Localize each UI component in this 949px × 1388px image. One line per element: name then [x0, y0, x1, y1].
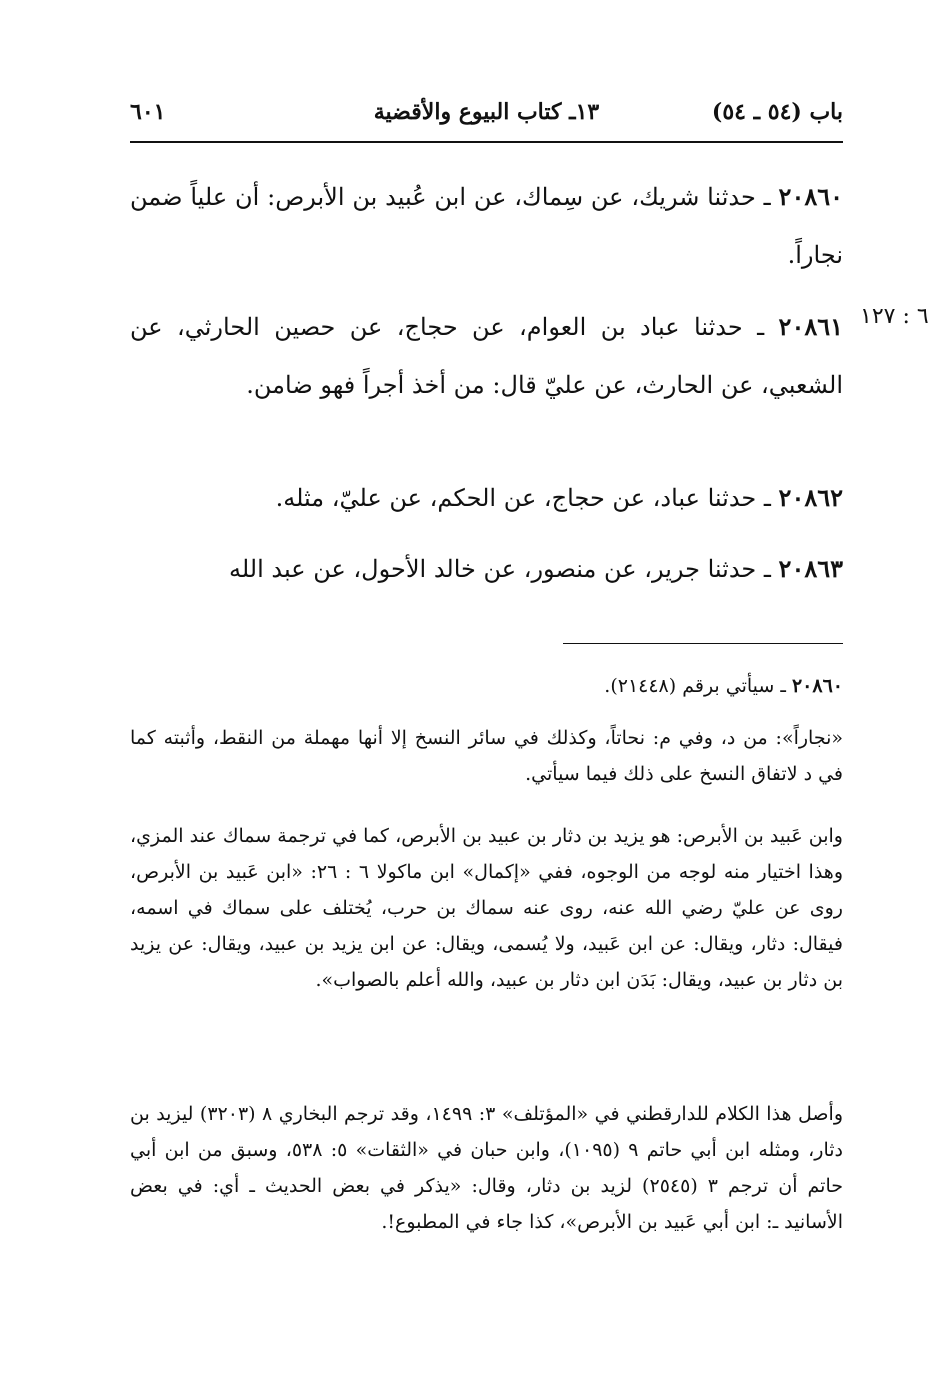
hadith-entry [130, 168, 843, 284]
footnote [130, 818, 843, 998]
hadith-text: ـ حدثنا عباد، عن حجاج، عن الحكم، عن عليّ، مثله. [275, 484, 779, 512]
footnote-text: وأصل هذا الكلام للدارقطني في «المؤتلف» ٣: ١٤٩٩، وقد ترجم البخاري ٨ (٣٢٠٣) ليزيد بن دثار، ومثله ابن أبي حاتم ٩ (١٠٩٥)، وابن حبان في «الثقات» ٥: ٥٣٨، وسبق من ابن أبي حاتم أن ترجم ٣ (٢٥٤٥) لزيد بن دثار، وقال: «يذكر في بعض الحديث ـ أي: في بعض الأسانيد ـ: ابن أبي عَبيد بن الأبرص»، كذا جاء في المطبوع!. [130, 1103, 844, 1233]
footnote-separator [563, 643, 843, 644]
hadith-number: ٢٠٨٦٠ [778, 182, 843, 211]
hadith-text: ـ حدثنا عباد بن العوام، عن حجاج، عن حصين الحارثي، عن الشعبي، عن الحارث، عن عليّ قال: من أخذ أجراً فهو ضامن. [130, 313, 843, 399]
page-number: ٦٠١ [130, 99, 166, 125]
footnote [130, 1096, 843, 1240]
footnote [130, 720, 843, 792]
chapter-heading: باب (٥٤ ـ ٥٤) [711, 99, 843, 125]
footnote [130, 668, 843, 704]
hadith-number: ٢٠٨٦١ [778, 312, 843, 341]
footnote-text: «نجاراً»: من د، وفي م: نحاتاً، وكذلك في سائر النسخ إلا أنها مهملة من النقط، وأثبته كما في د لاتفاق النسخ على ذلك فيما سيأتي. [130, 727, 843, 785]
header-rule [130, 141, 843, 143]
hadith-entry [130, 469, 843, 527]
hadith-text: ـ حدثنا جرير، عن منصور، عن خالد الأحول، عن عبد الله [228, 555, 779, 583]
hadith-number: ٢٠٨٦٣ [778, 554, 843, 583]
book-title: ١٣ـ كتاب البيوع والأقضية [373, 99, 600, 125]
hadith-number: ٢٠٨٦٢ [778, 483, 843, 512]
running-header [130, 92, 843, 132]
footnote-text: وابن عَبيد بن الأبرص: هو يزيد بن دثار بن عبيد بن الأبرص، كما في ترجمة سماك عند المزي، وهذا اختيار منه لوجه من الوجوه، ففي «إكمال» ابن ماكولا ٦ : ٢٦: «ابن عَبيد بن الأبرص، روى عن عليّ رضي الله عنه، روى عنه سماك بن حرب، يُختلف على سماك في اسمه، فيقال: دثار، ويقال: عن ابن عَبيد، ولا يُسمى، ويقال: عن ابن يزيد بن عبيد، ويقال: عن يزيد بن دثار بن عبيد، ويقال: بَدَن ابن دثار بن عبيد، والله أعلم بالصواب». [130, 825, 843, 991]
footnote-text: ـ سيأتي برقم (٢١٤٤٨). [604, 675, 792, 697]
footnote-number: ٢٠٨٦٠ [791, 675, 843, 697]
hadith-entry [130, 298, 843, 414]
hadith-text: ـ حدثنا شريك، عن سِماك، عن ابن عُبيد بن الأبرص: أن علياً ضمن نجاراً. [130, 183, 843, 269]
margin-reference: ٦ : ١٢٧ [860, 304, 929, 329]
hadith-entry [130, 540, 843, 598]
